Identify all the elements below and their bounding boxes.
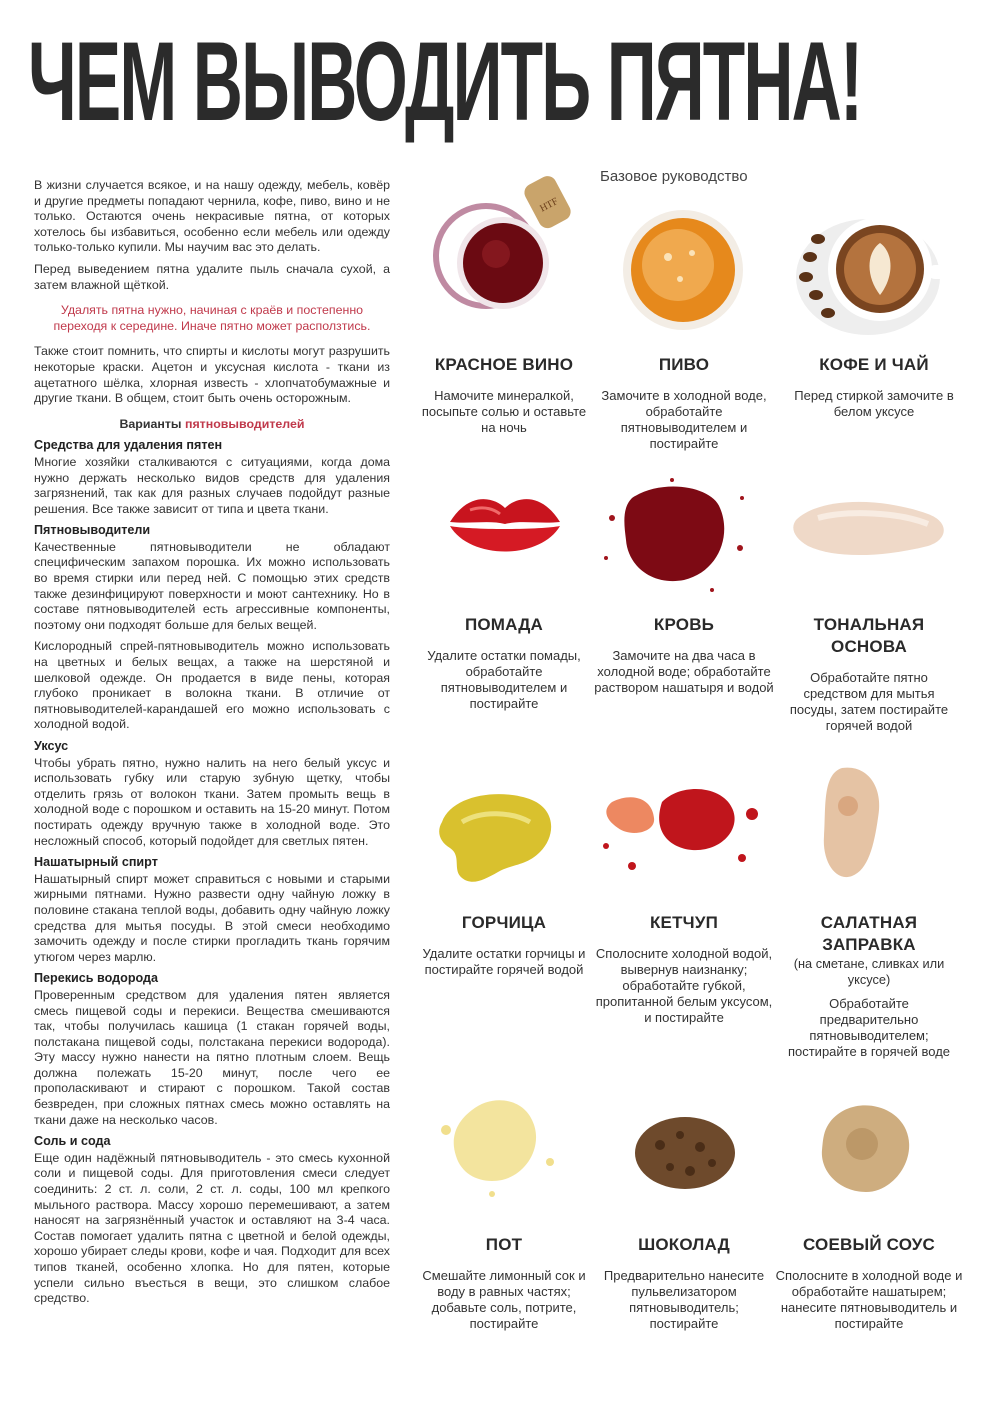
stain-instructions: Перед стиркой замочите в белом уксусе xyxy=(794,388,954,419)
section-title: Соль и сода xyxy=(34,1134,111,1149)
stain-instructions: Намочите минералкой, посыпьте солью и оставьте на ночь xyxy=(421,388,587,435)
stain-card-ketchup xyxy=(594,912,774,1026)
stain-name: КЕТЧУП xyxy=(649,913,719,932)
sweat-illustration xyxy=(432,1090,562,1200)
stain-instructions: Обработайте предварительно пятновыводителем; постирайте в горячей воде xyxy=(787,996,951,1059)
stain-name: ПОТ xyxy=(485,1235,523,1254)
intro-paragraph-3: Также стоит помнить, что спирты и кислоты могут разрушить некоторые краски. Ацетон и уксусная кислота - ткани из ацетатного шёлка, хлорная известь - хлопчатобумажные и другие ткани. В общем, стоит быть очень осторожным. xyxy=(34,344,390,406)
stain-name: СОЕВЫЙ СОУС xyxy=(803,1235,935,1254)
stain-instructions: Удалите остатки горчицы и постирайте горячей водой xyxy=(422,946,586,977)
section-text: Чтобы убрать пятно, нужно налить на него белый уксус и использовать губку или старую зубную щетку, чтобы отделить грязь от волокон ткани. Затем промыть вещь в холодной воде с порошком и оставить на 15-20 минут. Потом постирать одежду вручную также в холодной воде. Это несложный способ, который подойдет для светлых пятен. xyxy=(34,755,390,848)
beer-illustration xyxy=(618,205,748,335)
stain-name: КРАСНОЕ ВИНО xyxy=(434,355,574,374)
section-text: Многие хозяйки сталкиваются с ситуациями, когда дома нужно держать несколько видов средств для удаления загрязнений, так как для разных случаев подойдут разные решения. Все также зависит от типа и цвета ткани. xyxy=(34,454,390,516)
section-text: Еще один надёжный пятновыводитель - это смесь кухонной соли и пищевой соды. Для приготовления смеси следует соединить: 2 ст. л. соли, 2 ст. л. соды, 100 мл крепкого мыльного раствора. Массу хорошо перемешивают, а затем наносят на загрязнённый участок и оставляют на 3-4 часа. Состав помогает удалить пятна с цветной и белой одежды, хорошо убирает следы крови, кофе и чая. Подходит для всех типов тканей, особенно хлопка. Но для пятен, которые успели сильно въесться в вещи, это слишком слабое средство. xyxy=(34,1150,390,1306)
foundation-illustration xyxy=(788,490,958,570)
stain-instructions: Сполосните в холодной воде и обработайте нашатырем; нанесите пятновыводитель и постирайте xyxy=(775,1268,963,1331)
variants-heading xyxy=(34,417,390,433)
cork-label: HTF xyxy=(538,195,561,215)
stain-instructions: Замочите в холодной воде, обработайте пятновыводителем и постирайте xyxy=(601,388,767,451)
stain-instructions: Обработайте пятно средством для мытья посуды, затем постирайте горячей водой xyxy=(789,670,949,733)
stain-instructions: Сполосните холодной водой, вывернув наизнанку; обработайте губкой, пропитанной белым уксусом, и постирайте xyxy=(595,946,773,1025)
mustard-illustration xyxy=(432,782,562,892)
article-column xyxy=(34,178,390,1313)
stain-card-mustard xyxy=(414,912,594,978)
stain-name: КРОВЬ xyxy=(653,615,715,634)
variants-accent: пятновыводителей xyxy=(184,416,305,431)
section-title: Средства для удаления пятен xyxy=(34,438,223,453)
stain-name: ПОМАДА xyxy=(464,615,544,634)
stain-card-lipstick xyxy=(414,614,594,712)
stain-name: ПИВО xyxy=(658,355,710,374)
intro-note: Удалять пятна нужно, начиная с краёв и постепенно переходя к середине. Иначе пятно может расползтись. xyxy=(53,303,371,333)
section-title: Нашатырный спирт xyxy=(34,855,158,870)
stain-card-blood xyxy=(594,614,774,696)
intro-paragraph-2: Перед выведением пятна удалите пыль сначала сухой, а затем влажной щёткой. xyxy=(34,261,390,292)
stain-card-beer xyxy=(594,354,774,452)
red-wine-illustration xyxy=(428,168,578,328)
stain-name: КОФЕ И ЧАЙ xyxy=(819,355,929,374)
section-text: Нашатырный спирт может справиться с новыми и старыми жирными пятнами. Нужно развести одну чайную ложку в половине стакана теплой воды, добавить одну чайную ложку средства для мытья посуды. В этой смеси необходимо замочить одежду и после стирки прогладить ткань горячим утюгом через марлю. xyxy=(34,871,390,964)
section-text: Проверенным средством для удаления пятен является смесь пищевой соды и перекиси. Вещества смешиваются так, чтобы получилась кашица (1 стакан горячей воды, полстакана пищевой соды, полстакана перекиси водорода). Эту массу нужно нанести на пятно плотным слоем. Вещь должна полежать 15-20 минут, после чего ее прополаскивают и стирают с порошком. Такой состав безвреден, при сложных пятнах смесь можно оставлять на ткани даже на несколько часов. xyxy=(34,987,390,1127)
stain-card-red-wine xyxy=(414,354,594,436)
stain-card-chocolate xyxy=(594,1234,774,1332)
section-title: Перекись водорода xyxy=(34,971,159,986)
stain-instructions: Предварительно нанесите пульвелизатором пятновыводитель; постирайте xyxy=(603,1268,765,1331)
salad-dressing-illustration xyxy=(812,758,892,888)
chocolate-illustration xyxy=(630,1105,740,1195)
stain-name: ШОКОЛАД xyxy=(638,1235,730,1254)
stain-card-salad-dressing xyxy=(784,912,954,1060)
stain-card-sweat xyxy=(414,1234,594,1332)
section-title: Уксус xyxy=(34,739,69,753)
stain-instructions: Замочите на два часа в холодной воде; обработайте раствором нашатыря и водой xyxy=(594,648,774,695)
variants-label: Варианты xyxy=(119,416,182,431)
section-text: Кислородный спрей-пятновыводитель можно использовать на цветных и белых вещах, а также на шерстяной и шелковой одежде. Он продается в виде пены, которая глубоко проникает в волокна ткани. В отличие от пятновыводителей-карандашей его можно использовать с холодной водой. xyxy=(34,639,390,732)
section-title: Пятновыводители xyxy=(34,523,151,538)
stain-name: ТОНАЛЬНАЯ ОСНОВА xyxy=(813,615,925,656)
stain-card-coffee-tea xyxy=(784,354,964,420)
ketchup-illustration xyxy=(592,762,772,882)
stain-card-foundation xyxy=(784,614,954,734)
soy-sauce-illustration xyxy=(810,1092,920,1202)
page-title: ЧЕМ ВЫВОДИТЬ ПЯТНА! xyxy=(28,19,862,144)
stain-instructions: Смешайте лимонный сок и воду в равных частях; добавьте соль, потрите, постирайте xyxy=(422,1268,586,1331)
stain-instructions: Удалите остатки помады, обработайте пятновыводителем и постирайте xyxy=(427,648,581,711)
stain-name: САЛАТНАЯ ЗАПРАВКА xyxy=(820,913,918,954)
section-text: Качественные пятновыводители не обладают специфическим запахом порошка. Их можно использовать во время стирки или перед ней. С помощью этих средств также дезинфицируют поверхности и моют сантехнику. Но в составе пятновыводителей есть агрессивные компоненты, поэтому они подходят больше для белых вещей. xyxy=(34,539,390,632)
intro-paragraph-1: В жизни случается всякое, и на нашу одежду, мебель, ковёр и другие предметы попадают чернила, кофе, пиво, вино и не только. Остаются очень некрасивые пятна, от которых хотелось бы избавиться, особенно если мебель или одежду только-только купили. Мы научим вас это делать. xyxy=(34,178,390,255)
coffee-illustration xyxy=(788,195,958,345)
stain-name: ГОРЧИЦА xyxy=(461,913,547,932)
lipstick-illustration xyxy=(440,480,570,570)
guide-subtitle: Базовое руководство xyxy=(600,168,748,185)
stain-extra: (на сметане, сливках или уксусе) xyxy=(793,956,945,987)
blood-illustration xyxy=(592,468,762,598)
stain-card-soy-sauce xyxy=(774,1234,964,1332)
